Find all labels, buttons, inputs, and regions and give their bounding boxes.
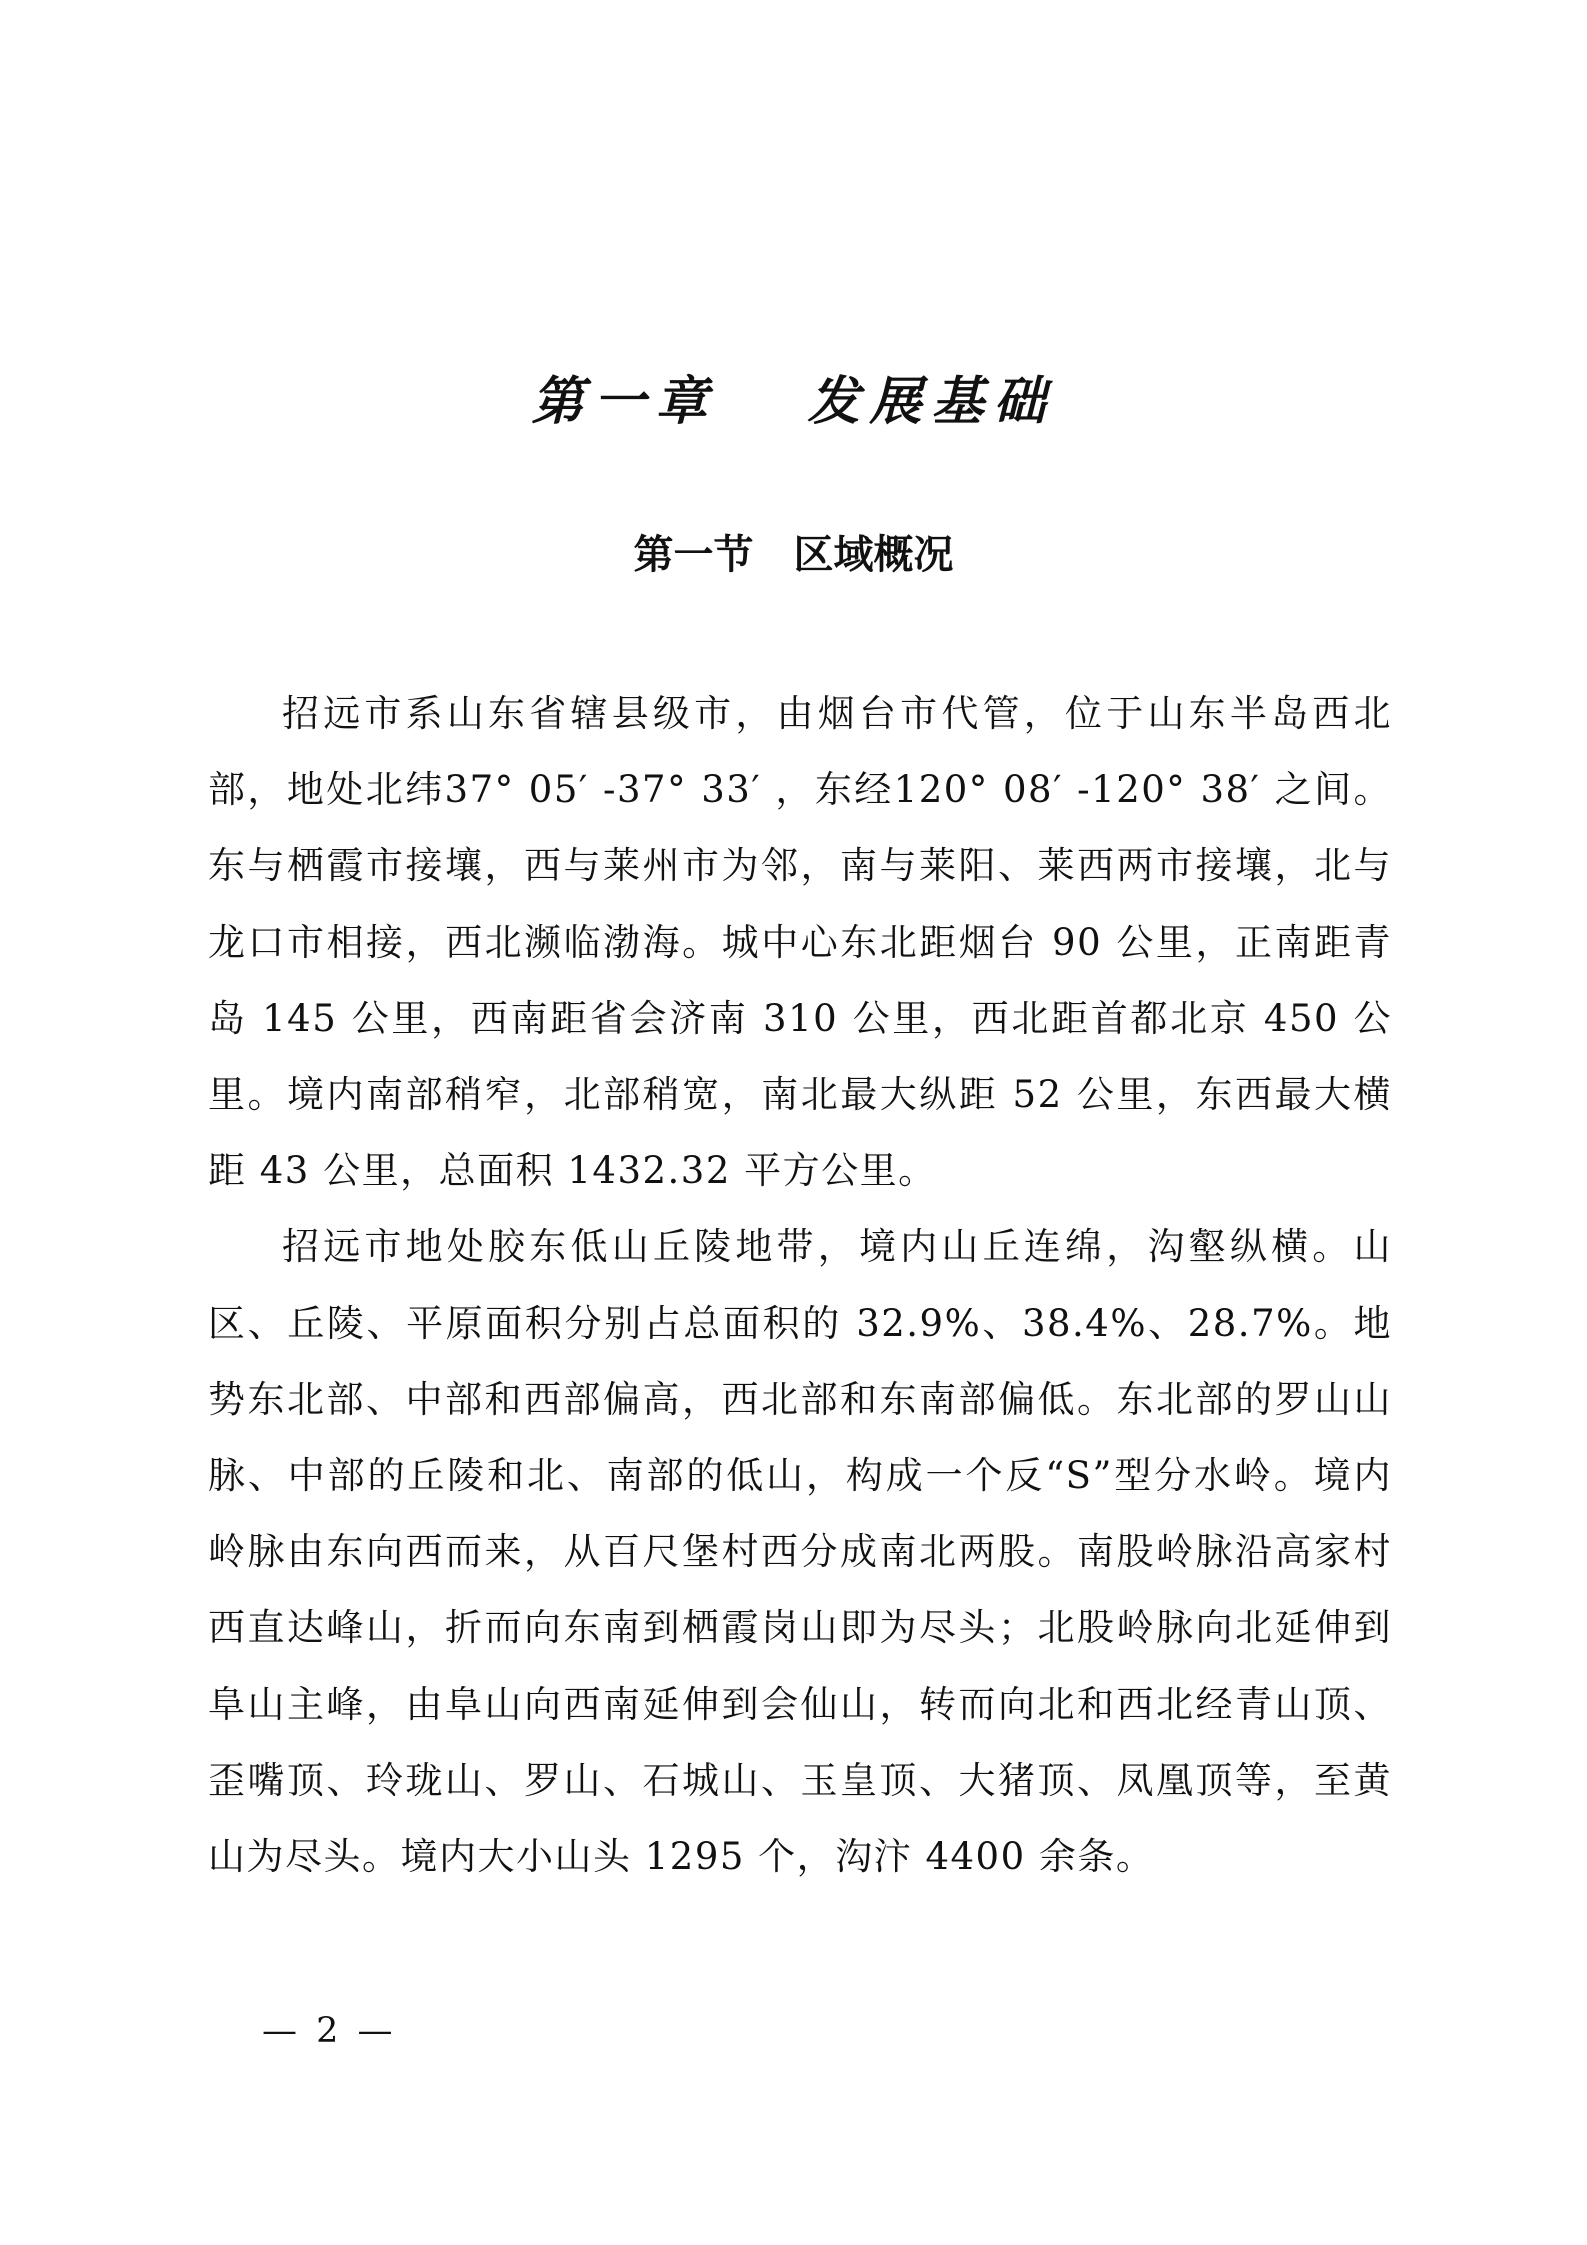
body-text <box>208 676 1392 1895</box>
paragraph-location: 招远市系山东省辖县级市，由烟台市代管，位于山东半岛西北部，地处北纬37° 05′ -37° 33′ ，东经120° 08′ -120° 38′ 之间。东与栖霞市接壤，西与莱州市为邻，南与莱阳、莱西两市接壤，北与龙口市相接，西北濒临渤海。城中心东北距烟台 90 公里，正南距青岛 145 公里，西南距省会济南 310 公里，西北距首都北京 450 公里。境内南部稍窄，北部稍宽，南北最大纵距 52 公里，东西最大横距 43 公里，总面积 1432.32 平方公里。 <box>208 692 1392 1193</box>
page-number: — 2 — <box>262 2011 397 2051</box>
chapter-title: 第一章 发展基础 <box>531 371 1056 432</box>
paragraph-terrain: 招远市地处胶东低山丘陵地带，境内山丘连绵，沟壑纵横。山区、丘陵、平原面积分别占总面积的 32.9%、38.4%、28.7%。地势东北部、中部和西部偏高，西北部和东南部偏低。东北部的罗山山脉、中部的丘陵和北、南部的低山，构成一个反“S”型分水岭。境内岭脉由东向西而来，从百尺堡村西分成南北两股。南股岭脉沿高家村西直达峰山，折而向东南到栖霞岗山即为尽头；北股岭脉向北延伸到阜山主峰，由阜山向西南延伸到会仙山，转而向北和西北经青山顶、歪嘴顶、玲珑山、罗山、石城山、玉皇顶、大猪顶、凤凰顶等，至黄山为尽头。境内大小山头 1295 个，沟汴 4400 余条。 <box>208 1225 1392 1879</box>
section-title: 第一节 区域概况 <box>633 532 954 578</box>
